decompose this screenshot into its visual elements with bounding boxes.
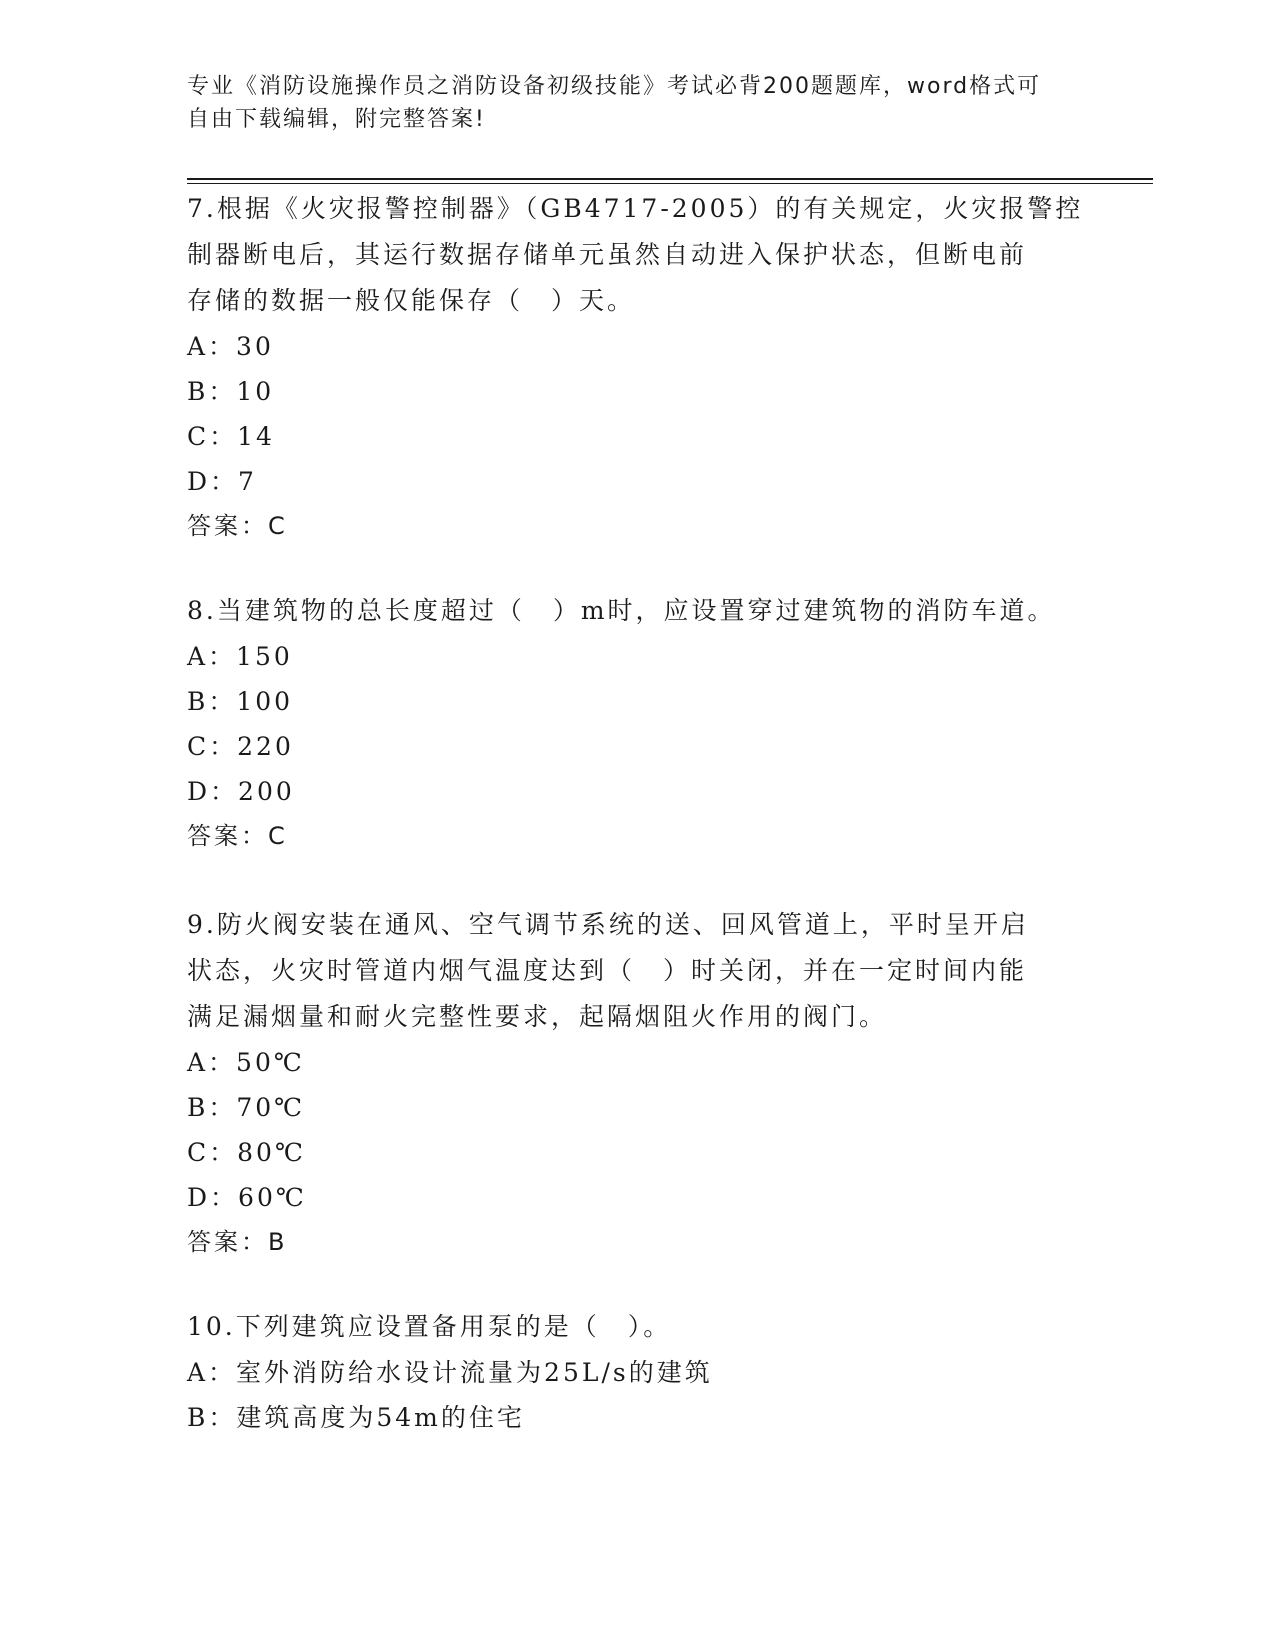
option-d: D：60℃: [187, 1183, 307, 1212]
header-divider-thick: [187, 178, 1153, 180]
question-stem-line: 10.下列建筑应设置备用泵的是（ ）。: [187, 1312, 672, 1341]
question-10: [187, 1304, 1087, 1440]
question-stem-line: 制器断电后，其运行数据存储单元虽然自动进入保护状态，但断电前: [187, 240, 1028, 269]
document-header: [187, 70, 1067, 136]
answer-label: 答案：B: [187, 1228, 288, 1256]
question-stem-line: 8.当建筑物的总长度超过（ ）m时，应设置穿过建筑物的消防车道。: [187, 596, 1056, 625]
question-stem-line: 7.根据《火灾报警控制器》（GB4717-2005）的有关规定，火灾报警控: [187, 194, 1084, 223]
question-stem-line: 状态，火灾时管道内烟气温度达到（ ）时关闭，并在一定时间内能: [187, 956, 1028, 985]
option-c: C：220: [187, 732, 294, 761]
option-c: C：80℃: [187, 1138, 306, 1167]
answer-label: 答案：C: [187, 822, 288, 850]
question-7: [187, 186, 1087, 549]
option-a: A：150: [187, 642, 293, 671]
option-b: B：70℃: [187, 1093, 306, 1122]
header-line-1: 专业《消防设施操作员之消防设备初级技能》考试必背200题题库，word格式可: [187, 74, 1042, 99]
option-b: B：100: [187, 687, 294, 716]
answer-label: 答案：C: [187, 512, 288, 540]
option-d: D：7: [187, 467, 257, 496]
question-8: [187, 588, 1087, 859]
option-a: A：室外消防给水设计流量为25L/s的建筑: [187, 1358, 713, 1387]
header-line-2: 自由下载编辑，附完整答案!: [187, 107, 486, 132]
question-9: [187, 902, 1087, 1265]
option-b: B：10: [187, 377, 275, 406]
option-b: B：建筑高度为54m的住宅: [187, 1403, 525, 1432]
option-a: A：50℃: [187, 1048, 305, 1077]
option-a: A：30: [187, 332, 274, 361]
option-d: D：200: [187, 777, 295, 806]
question-stem-line: 存储的数据一般仅能保存（ ）天。: [187, 286, 636, 315]
question-stem-line: 满足漏烟量和耐火完整性要求，起隔烟阻火作用的阀门。: [187, 1002, 888, 1031]
header-divider-thin: [187, 183, 1153, 184]
option-c: C：14: [187, 422, 275, 451]
question-stem-line: 9.防火阀安装在通风、空气调节系统的送、回风管道上，平时呈开启: [187, 910, 1029, 939]
